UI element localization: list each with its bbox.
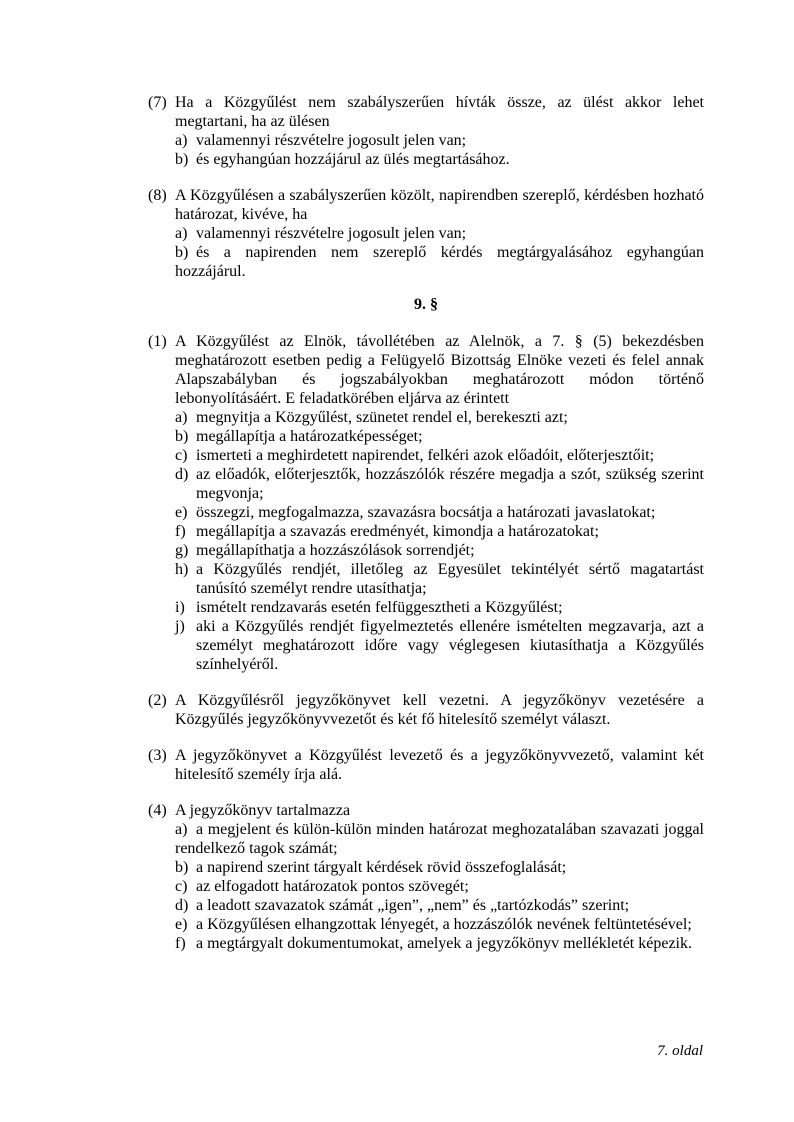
section-heading: 9. § (414, 296, 438, 313)
sub-item-text: és egyhangúan hozzájárul az ülés megtartásához. (196, 151, 510, 168)
sub-item-label: b) (175, 151, 189, 168)
sub-item-f (175, 934, 704, 953)
paragraph-4-number: (4) (148, 802, 167, 819)
sub-item-label: g) (175, 542, 189, 559)
sub-item-b (175, 427, 704, 446)
sub-item-a (175, 131, 704, 150)
paragraph-1-body (175, 332, 704, 674)
paragraph-8-subitems (175, 224, 704, 281)
paragraph-8-body (175, 186, 704, 281)
sub-item-f (175, 522, 704, 541)
sub-item-text: megállapíthatja a hozzászólások sorrendjét; (196, 542, 475, 559)
sub-item-text: a napirend szerint tárgyalt kérdések rövid összefoglalását; (196, 859, 567, 876)
sub-item-text: a megjelent és külön-külön minden határozat meghozatalában szavazati joggal rendelkező tagok számát; (175, 821, 704, 857)
sub-item-a (175, 224, 704, 243)
sub-item-text: az előadók, előterjesztők, hozzászólók részére megadja a szót, szükség szerint megvonja; (196, 466, 704, 502)
paragraph-7 (148, 93, 704, 169)
paragraph-7-text: Ha a Közgyűlést nem szabályszerűen hívták össze, az ülést akkor lehet megtartani, ha az ülésen (175, 94, 704, 130)
sub-item-e (175, 503, 704, 522)
sub-item-label: b) (175, 244, 189, 261)
sub-item-text: aki a Közgyűlés rendjét figyelmeztetés ellenére ismételten megzavarja, azt a személyt meghatározott időre vagy véglegesen kiutasíthatja a Közgyűlés színhelyéről. (196, 618, 704, 673)
sub-item-d (175, 896, 704, 915)
paragraph-8 (148, 186, 704, 281)
sub-item-label: f) (175, 935, 186, 952)
paragraph-3-number: (3) (148, 747, 167, 764)
sub-item-j (175, 617, 704, 674)
sub-item-g (175, 541, 704, 560)
sub-item-text: megnyitja a Közgyűlést, szünetet rendel el, berekeszti azt; (196, 409, 568, 426)
sub-item-label: e) (175, 504, 188, 521)
sub-item-label: d) (175, 897, 189, 914)
sub-item-label: a) (175, 132, 188, 149)
sub-item-i (175, 598, 704, 617)
paragraph-3 (148, 746, 704, 784)
sub-item-text: megállapítja a határozatképességet; (196, 428, 423, 445)
paragraph-2-number: (2) (148, 692, 167, 709)
paragraph-1-number: (1) (148, 333, 167, 350)
sub-item-a (175, 408, 704, 427)
paragraph-1 (148, 332, 704, 674)
paragraph-1-subitems (175, 408, 704, 674)
sub-item-text: a Közgyűlésen elhangzottak lényegét, a hozzászólók nevének feltüntetésével; (196, 916, 692, 933)
sub-item-b (175, 858, 704, 877)
sub-item-label: f) (175, 523, 186, 540)
sub-item-text: a Közgyűlés rendjét, illetőleg az Egyesület tekintélyét sértő magatartást tanúsító személyt rendre utasíthatja; (196, 561, 704, 597)
paragraph-7-body (175, 93, 704, 169)
paragraph-8-text: A Közgyűlésen a szabályszerűen közölt, napirendben szereplő, kérdésben hozható határozat, kivéve, ha (175, 187, 704, 223)
sub-item-label: d) (175, 466, 189, 483)
sub-item-label: i) (175, 599, 185, 616)
sub-item-text: ismerteti a meghirdetett napirendet, felkéri azok előadóit, előterjesztőit; (196, 447, 655, 464)
sub-item-label: b) (175, 428, 189, 445)
sub-item-text: megállapítja a szavazás eredményét, kimondja a határozatokat; (196, 523, 599, 540)
sub-item-c (175, 877, 704, 896)
sub-item-label: c) (175, 878, 188, 895)
paragraph-8-number: (8) (148, 187, 167, 204)
sub-item-label: a) (175, 821, 188, 838)
sub-item-label: j) (175, 618, 185, 635)
paragraph-7-subitems (175, 131, 704, 169)
paragraph-4-subitems (175, 820, 704, 953)
sub-item-text: az elfogadott határozatok pontos szövegét; (196, 878, 469, 895)
sub-item-text: a leadott szavazatok számát „igen”, „nem” és „tartózkodás” szerint; (196, 897, 630, 914)
sub-item-b (175, 243, 704, 281)
sub-item-text: ismételt rendzavarás esetén felfüggesztheti a Közgyűlést; (196, 599, 563, 616)
sub-item-text: a megtárgyalt dokumentumokat, amelyek a jegyzőkönyv mellékletét képezik. (196, 935, 692, 952)
sub-item-text: valamennyi részvételre jogosult jelen van; (196, 132, 467, 149)
sub-item-b (175, 150, 704, 169)
sub-item-label: b) (175, 859, 189, 876)
sub-item-label: c) (175, 447, 188, 464)
document-content (148, 93, 704, 953)
paragraph-2 (148, 691, 704, 729)
sub-item-label: e) (175, 916, 188, 933)
sub-item-a (175, 820, 704, 858)
sub-item-label: h) (175, 561, 189, 578)
sub-item-label: a) (175, 409, 188, 426)
sub-item-h (175, 560, 704, 598)
paragraph-3-body (175, 746, 704, 784)
sub-item-e (175, 915, 704, 934)
paragraph-1-text: A Közgyűlést az Elnök, távollétében az Alelnök, a 7. § (5) bekezdésben meghatározott esetben pedig a Felügyelő Bizottság Elnöke vezeti és felel annak Alapszabályban és jogszabályokban meghatározott módon történő lebonyolításáért. E feladatkörében eljárva az érintett (175, 333, 704, 407)
paragraph-2-body (175, 691, 704, 729)
sub-item-text: és a napirenden nem szereplő kérdés megtárgyalásához egyhangúan hozzájárul. (175, 244, 704, 280)
paragraph-4 (148, 801, 704, 953)
sub-item-d (175, 465, 704, 503)
paragraph-4-text: A jegyzőkönyv tartalmazza (175, 802, 351, 819)
sub-item-label: a) (175, 225, 188, 242)
sub-item-text: valamennyi részvételre jogosult jelen van; (196, 225, 467, 242)
paragraph-4-body (175, 801, 704, 953)
paragraph-2-text: A Közgyűlésről jegyzőkönyvet kell vezetni. A jegyzőkönyv vezetésére a Közgyűlés jegyzőkönyvvezetőt és két fő hitelesítő személyt választ. (175, 692, 704, 728)
sub-item-c (175, 446, 704, 465)
paragraph-3-text: A jegyzőkönyvet a Közgyűlést levezető és a jegyzőkönyvvezető, valamint két hitelesítő személy írja alá. (175, 747, 704, 783)
page-number: 7. oldal (657, 1043, 703, 1059)
paragraph-7-number: (7) (148, 94, 167, 111)
sub-item-text: összegzi, megfogalmazza, szavazásra bocsátja a határozati javaslatokat; (196, 504, 656, 521)
